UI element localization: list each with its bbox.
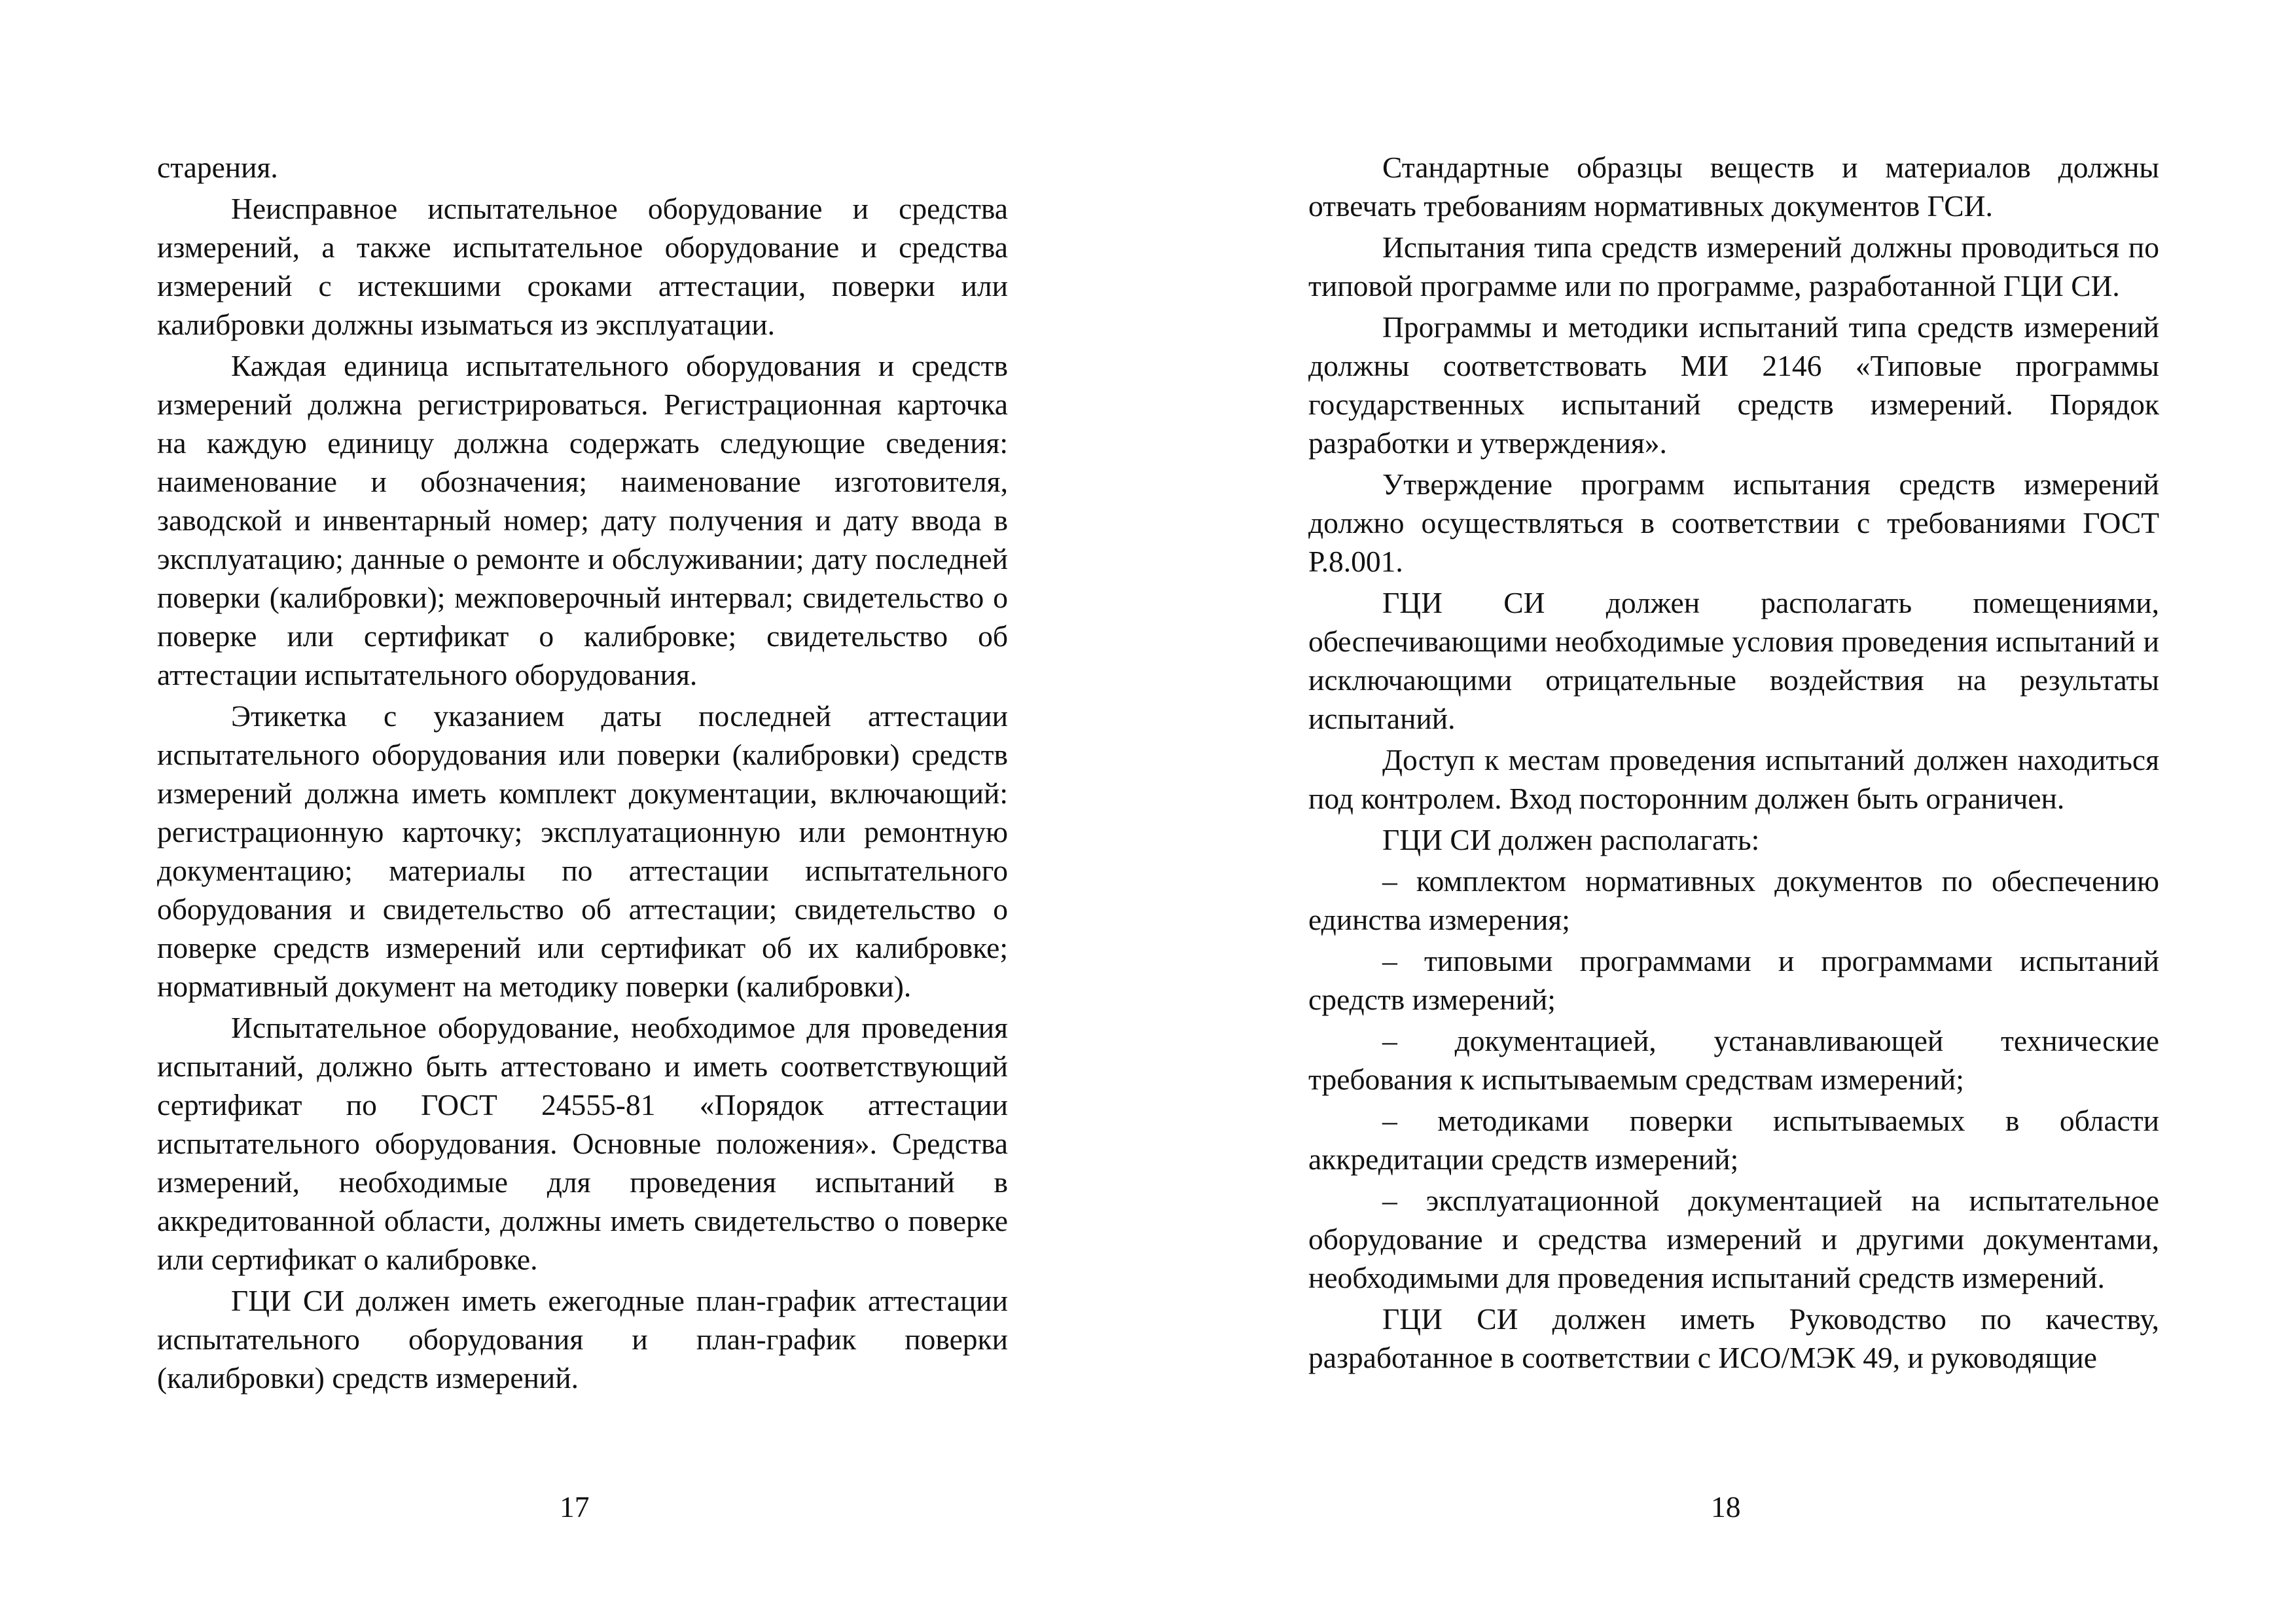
paragraph: Утверждение программ испытания средств измерений должно осуществляться в соответствии с требованиями ГОСТ Р.8.001.	[1308, 467, 2159, 578]
list-item: – типовыми программами и программами испытаний средств измерений;	[1308, 944, 2159, 1016]
list-item: – эксплуатационной документацией на испытательное оборудование и средства измерений и другими документами, необходимыми для проведения испытаний средств измерений.	[1308, 1184, 2159, 1294]
list-item: – документацией, устанавливающей технические требования к испытываемым средствам измерений;	[1308, 1024, 2159, 1096]
paragraph: ГЦИ СИ должен иметь Руководство по качеству, разработанное в соответствии с ИСО/МЭК 49, и руководящие	[1308, 1302, 2159, 1374]
paragraph: Программы и методики испытаний типа средств измерений должны соответствовать МИ 2146 «Типовые программы государственных испытаний средств измерений. Порядок разработки и утверждения».	[1308, 310, 2159, 460]
paragraph: старения.	[157, 151, 278, 184]
paragraph: ГЦИ СИ должен располагать:	[1382, 823, 1760, 856]
paragraph: ГЦИ СИ должен иметь ежегодные план-график аттестации испытательного оборудования и план-график поверки (калибровки) средств измерений.	[157, 1284, 1008, 1395]
paragraph: ГЦИ СИ должен располагать помещениями, обеспечивающими необходимые условия проведения испытаний и исключающими отрицательные воздействия на результаты испытаний.	[1308, 586, 2159, 735]
paragraph: Этикетка с указанием даты последней аттестации испытательного оборудования или поверки (калибровки) средств измерений должна иметь комплект документации, включающий: регистрационную карточку; эксплуатационную или ремонтную документацию; материалы по аттестации испытательного оборудования и свидетельство об аттестации; свидетельство о поверке средств измерений или сертификат об их калибровке; нормативный документ на методику поверки (калибровки).	[157, 699, 1008, 1003]
paragraph: Стандартные образцы веществ и материалов должны отвечать требованиям нормативных документов ГСИ.	[1308, 151, 2159, 223]
list-item: – комплектом нормативных документов по обеспечению единства измерения;	[1308, 864, 2159, 936]
paragraph: Неисправное испытательное оборудование и средства измерений, а также испытательное оборудование и средства измерений с истекшими сроками аттестации, поверки или калибровки должны изыматься из эксплуатации.	[157, 192, 1008, 341]
paragraph: Доступ к местам проведения испытаний должен находиться под контролем. Вход посторонним должен быть ограничен.	[1308, 743, 2159, 815]
right-page-text	[1308, 148, 2159, 1379]
list-item: – методиками поверки испытываемых в области аккредитации средств измерений;	[1308, 1104, 2159, 1176]
page-number: 18	[1711, 1490, 1741, 1523]
right-page	[1148, 0, 2296, 1623]
page-number: 17	[560, 1490, 590, 1523]
paragraph: Каждая единица испытательного оборудования и средств измерений должна регистрироваться. Регистрационная карточка на каждую единицу должна содержать следующие сведения: наименование и обозначения; наименование изготовителя, заводской и инвентарный номер; дату получения и дату ввода в эксплуатацию; данные о ремонте и обслуживании; дату последней поверки (калибровки); межповерочный интервал; свидетельство о поверке или сертификат о калибровке; свидетельство об аттестации испытательного оборудования.	[157, 349, 1008, 691]
left-page-text	[157, 148, 1008, 1400]
paragraph: Испытания типа средств измерений должны проводиться по типовой программе или по программе, разработанной ГЦИ СИ.	[1308, 230, 2159, 302]
paragraph: Испытательное оборудование, необходимое для проведения испытаний, должно быть аттестовано и иметь соответствующий сертификат по ГОСТ 24555-81 «Порядок аттестации испытательного оборудования. Основные положения». Средства измерений, необходимые для проведения испытаний в аккредитованной области, должны иметь свидетельство о поверке или сертификат о калибровке.	[157, 1011, 1008, 1276]
